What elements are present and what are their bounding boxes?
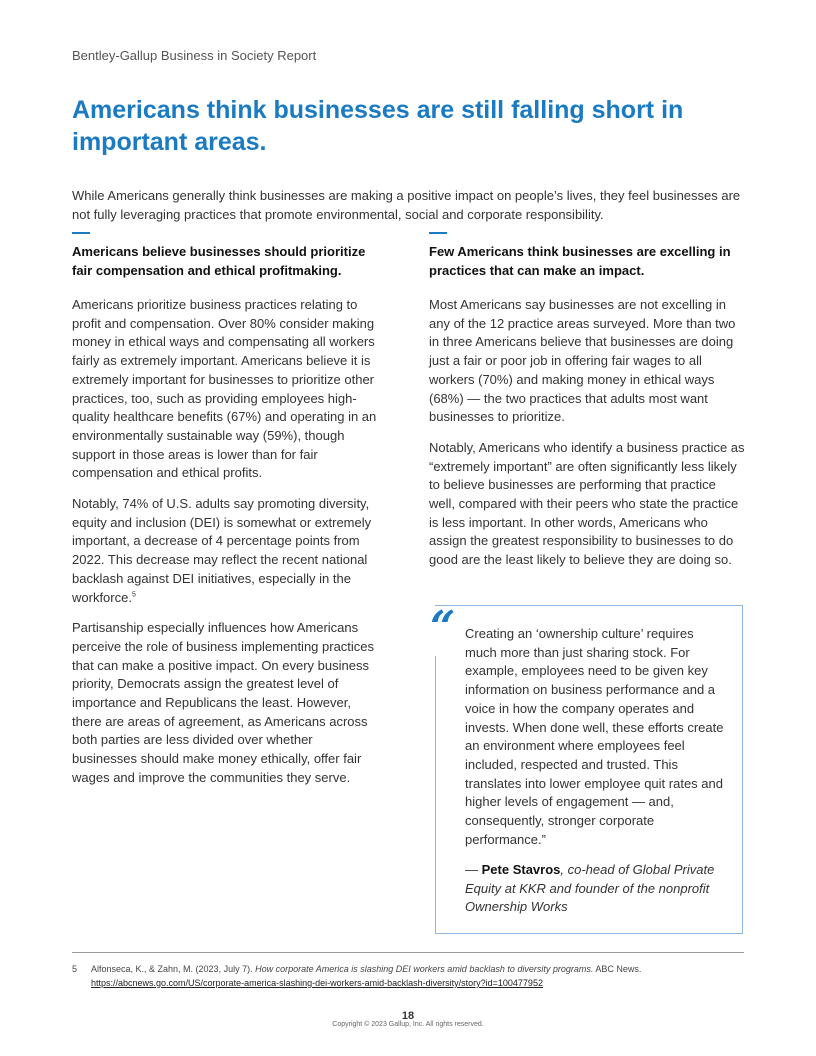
footnote (72, 962, 732, 990)
accent-divider (72, 232, 90, 234)
footnote-number: 5 (72, 964, 78, 974)
quote-mark-icon: “ (428, 606, 457, 656)
footnote-article-title: How corporate America is slashing DEI workers amid backlash to diversity programs. (255, 964, 594, 974)
intro-paragraph: While Americans generally think businesses are making a positive impact on people’s lives, they feel businesses are not fully leveraging practices that promote environmental, social and corporate responsibility. (72, 188, 741, 222)
left-paragraph-1: Americans prioritize business practices relating to profit and compensation. Over 80% consider making money in ethical ways and compensating all workers fairly as extremely important. Americans believe it is extremely important for businesses to prioritize other practices, too, such as providing employees high-quality healthcare benefits (67%) and operating in an environmentally sustainable way (59%), though support in those areas is lower than for fair compensation and ethical profits. (72, 297, 377, 481)
quote-attribution (465, 861, 727, 917)
right-paragraph-1: Most Americans say businesses are not excelling in any of the 12 practice areas surveyed. More than two in three Americans believe that businesses are doing just a fair or poor job in offering fair wages to all workers (70%) and making money in ethical ways (68%) — the two practices that adults most want businesses to prioritize. (429, 297, 736, 425)
accent-divider (429, 232, 447, 234)
copyright-notice: Copyright © 2023 Gallup, Inc. All rights reserved. (332, 1021, 484, 1028)
footnote-authors: Alfonseca, K., & Zahn, M. (2023, July 7). (91, 964, 256, 974)
footnote-body (91, 962, 732, 990)
right-column (429, 232, 745, 582)
right-column-heading: Few Americans think businesses are excelling in practices that can make an impact. (429, 244, 731, 278)
footnote-divider (72, 952, 744, 953)
left-paragraph-2 (72, 495, 380, 607)
quote-author-role: , co-head of Global Private Equity at KKR and founder of the nonprofit Ownership Works (465, 862, 715, 915)
left-column (72, 232, 380, 800)
attribution-dash: — (465, 862, 482, 877)
left-paragraph-2-text: Notably, 74% of U.S. adults say promoting diversity, equity and inclusion (DEI) is somewhat or extremely important, a decrease of 4 percentage points from 2022. This decrease may reflect the recent national backlash against DEI initiatives, especially in the workforce. (72, 496, 372, 605)
page-title: Americans think businesses are still falling short in important areas. (72, 96, 684, 156)
right-paragraph-2: Notably, Americans who identify a business practice as “extremely important” are often significantly less likely to believe businesses are performing that practice well, compared with their peers who state the practice is less important. In other words, Americans who assign the greatest responsibility to businesses to do good are the least likely to believe they are doing so. (429, 439, 745, 568)
running-header: Bentley-Gallup Business in Society Report (72, 48, 317, 63)
left-column-heading: Americans believe businesses should prioritize fair compensation and ethical profitmaking. (72, 244, 366, 278)
left-paragraph-3: Partisanship especially influences how Americans perceive the role of business implementing practices that can make a positive impact. On every business priority, Democrats assign the greatest level of importance and Republicans the least. However, there are areas of agreement, as Americans across both parties are less divided over whether businesses should make money ethically, offer fair wages and improve the communities they serve. (72, 620, 375, 785)
page-number: 18 (401, 1010, 415, 1022)
footnote-link[interactable]: https://abcnews.go.com/US/corporate-america-slashing-dei-workers-amid-backlash-diversity/story?id=100477952 (91, 978, 543, 988)
pull-quote-text: Creating an ‘ownership culture’ requires much more than just sharing stock. For example, employees need to be given key information on business performance and a voice in how the company operates and invests. When done well, these efforts create an environment where employees feel included, respected and trusted. This translates into lower employee quit rates and higher levels of engagement — and, consequently, stronger corporate performance.” (465, 626, 724, 847)
quote-author: Pete Stavros (481, 862, 561, 877)
footnote-reference[interactable]: 5 (131, 591, 136, 599)
footnote-source: ABC News. (593, 964, 642, 974)
